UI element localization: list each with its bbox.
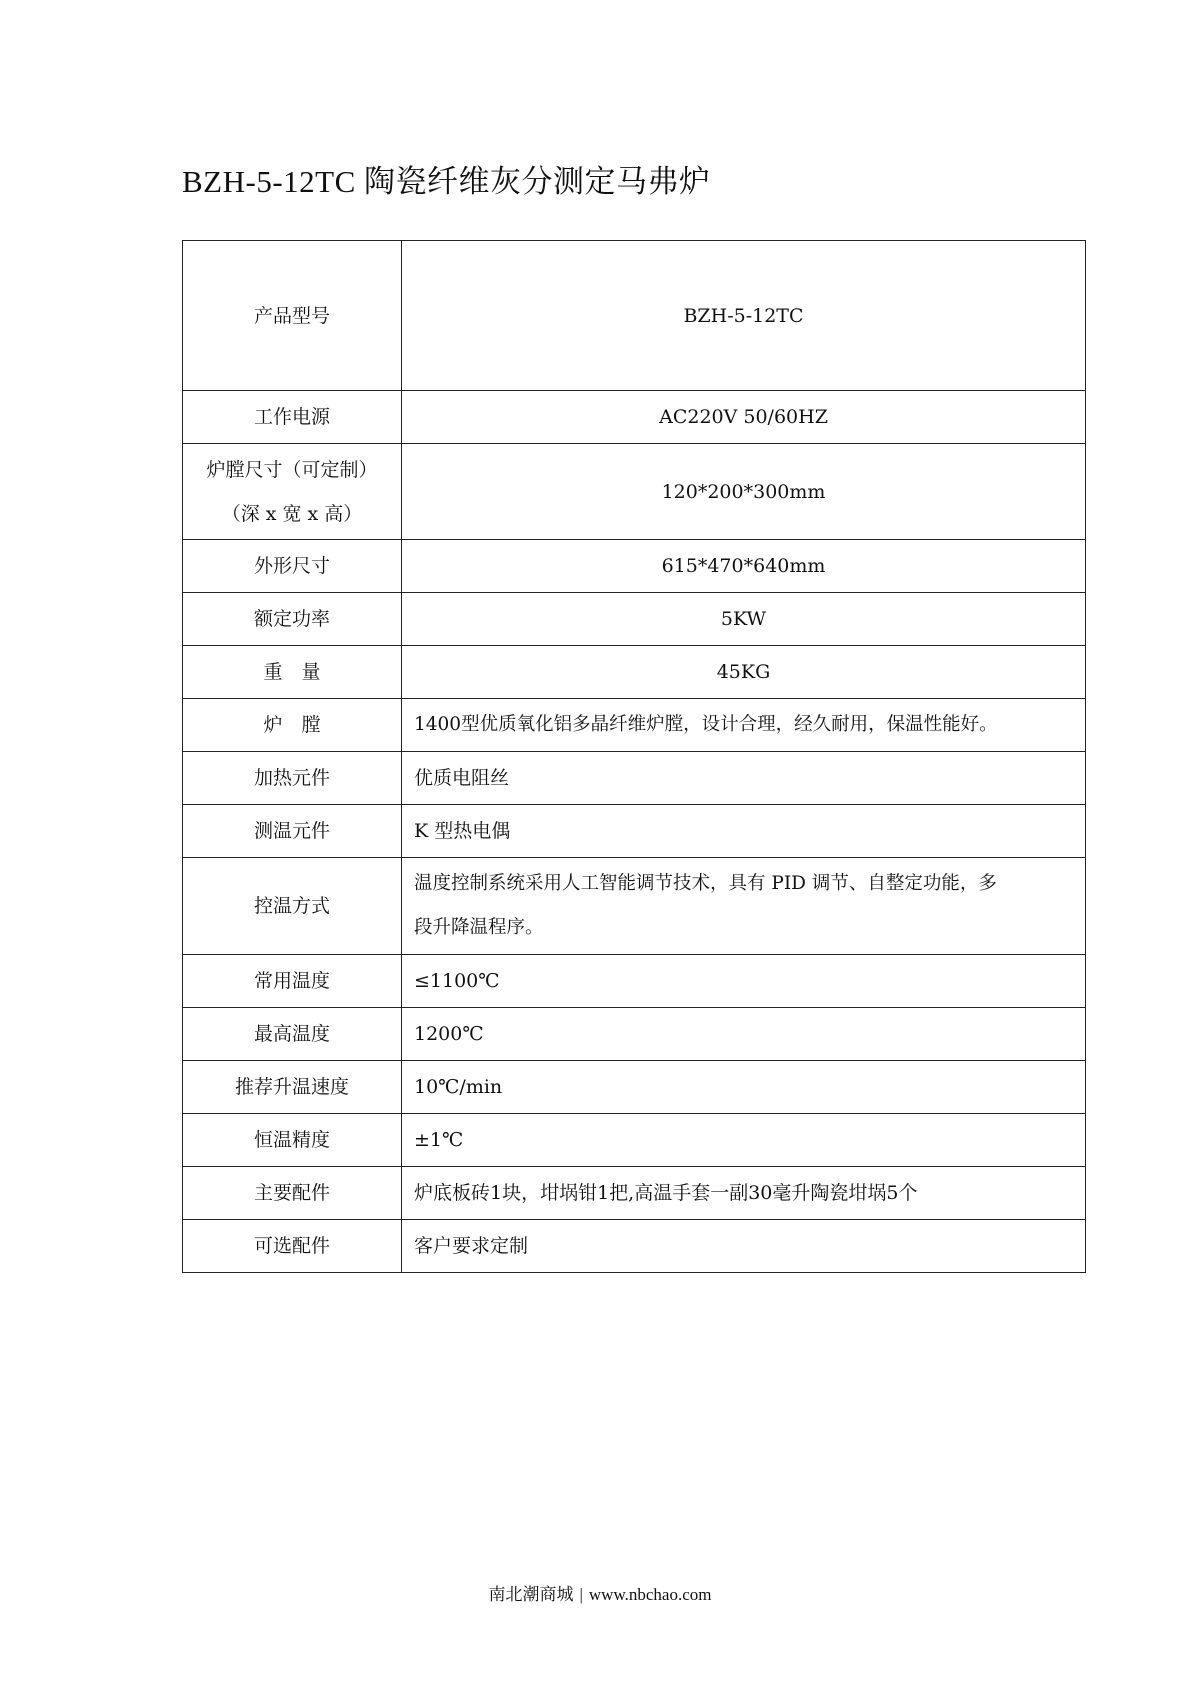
table-row bbox=[183, 805, 1086, 858]
row-value: BZH-5-12TC bbox=[402, 241, 1086, 391]
footer-site-name: 南北潮商城 bbox=[488, 1585, 574, 1604]
row-value: 615*470*640mm bbox=[402, 540, 1086, 593]
document-title: BZH-5-12TC 陶瓷纤维灰分测定马弗炉 bbox=[182, 164, 711, 199]
table-row bbox=[183, 699, 1086, 752]
row-label-line: （深 x 宽 x 高） bbox=[221, 502, 363, 525]
row-label: 重 量 bbox=[183, 646, 402, 699]
row-label: 常用温度 bbox=[183, 955, 402, 1008]
row-label-line: 炉膛尺寸（可定制） bbox=[206, 458, 378, 481]
row-value: 1200℃ bbox=[402, 1008, 1086, 1061]
table-row bbox=[183, 1061, 1086, 1114]
row-value: 炉底板砖1块，坩埚钳1把,高温手套一副30毫升陶瓷坩埚5个 bbox=[402, 1167, 1086, 1220]
row-value: 10℃/min bbox=[402, 1061, 1086, 1114]
row-label: 测温元件 bbox=[183, 805, 402, 858]
row-label: 外形尺寸 bbox=[183, 540, 402, 593]
page-footer bbox=[0, 1580, 1200, 1605]
row-label: 最高温度 bbox=[183, 1008, 402, 1061]
table-row bbox=[183, 858, 1086, 955]
spec-table bbox=[182, 240, 1086, 1273]
table-row bbox=[183, 540, 1086, 593]
row-label: 额定功率 bbox=[183, 593, 402, 646]
table-row bbox=[183, 1114, 1086, 1167]
table-row bbox=[183, 1008, 1086, 1061]
row-value-line: 温度控制系统采用人工智能调节技术，具有 PID 调节、自整定功能，多 bbox=[414, 873, 997, 894]
row-value: ≤1100℃ bbox=[402, 955, 1086, 1008]
table-row bbox=[183, 391, 1086, 444]
row-value: 45KG bbox=[402, 646, 1086, 699]
row-value: 1400型优质氧化铝多晶纤维炉膛，设计合理，经久耐用，保温性能好。 bbox=[402, 699, 1086, 752]
row-value: 客户要求定制 bbox=[402, 1220, 1086, 1273]
row-label: 推荐升温速度 bbox=[183, 1061, 402, 1114]
row-value: 120*200*300mm bbox=[402, 444, 1086, 540]
table-row bbox=[183, 646, 1086, 699]
row-label: 可选配件 bbox=[183, 1220, 402, 1273]
footer-url-link[interactable]: www.nbchao.com bbox=[588, 1585, 712, 1604]
table-row bbox=[183, 752, 1086, 805]
table-row bbox=[183, 593, 1086, 646]
row-label: 工作电源 bbox=[183, 391, 402, 444]
row-value: AC220V 50/60HZ bbox=[402, 391, 1086, 444]
row-value: ±1℃ bbox=[402, 1114, 1086, 1167]
row-label: 控温方式 bbox=[183, 858, 402, 955]
row-label bbox=[183, 444, 402, 540]
row-value: K 型热电偶 bbox=[402, 805, 1086, 858]
row-value: 优质电阻丝 bbox=[402, 752, 1086, 805]
row-value: 5KW bbox=[402, 593, 1086, 646]
row-label: 恒温精度 bbox=[183, 1114, 402, 1167]
table-row bbox=[183, 241, 1086, 391]
footer-separator: | bbox=[579, 1585, 583, 1604]
table-row bbox=[183, 1220, 1086, 1273]
row-label: 炉 膛 bbox=[183, 699, 402, 752]
table-row bbox=[183, 444, 1086, 540]
row-value-line: 段升降温程序。 bbox=[414, 917, 544, 938]
row-label: 主要配件 bbox=[183, 1167, 402, 1220]
table-row bbox=[183, 955, 1086, 1008]
table-row bbox=[183, 1167, 1086, 1220]
row-value bbox=[402, 858, 1086, 955]
row-label: 加热元件 bbox=[183, 752, 402, 805]
row-label: 产品型号 bbox=[183, 241, 402, 391]
